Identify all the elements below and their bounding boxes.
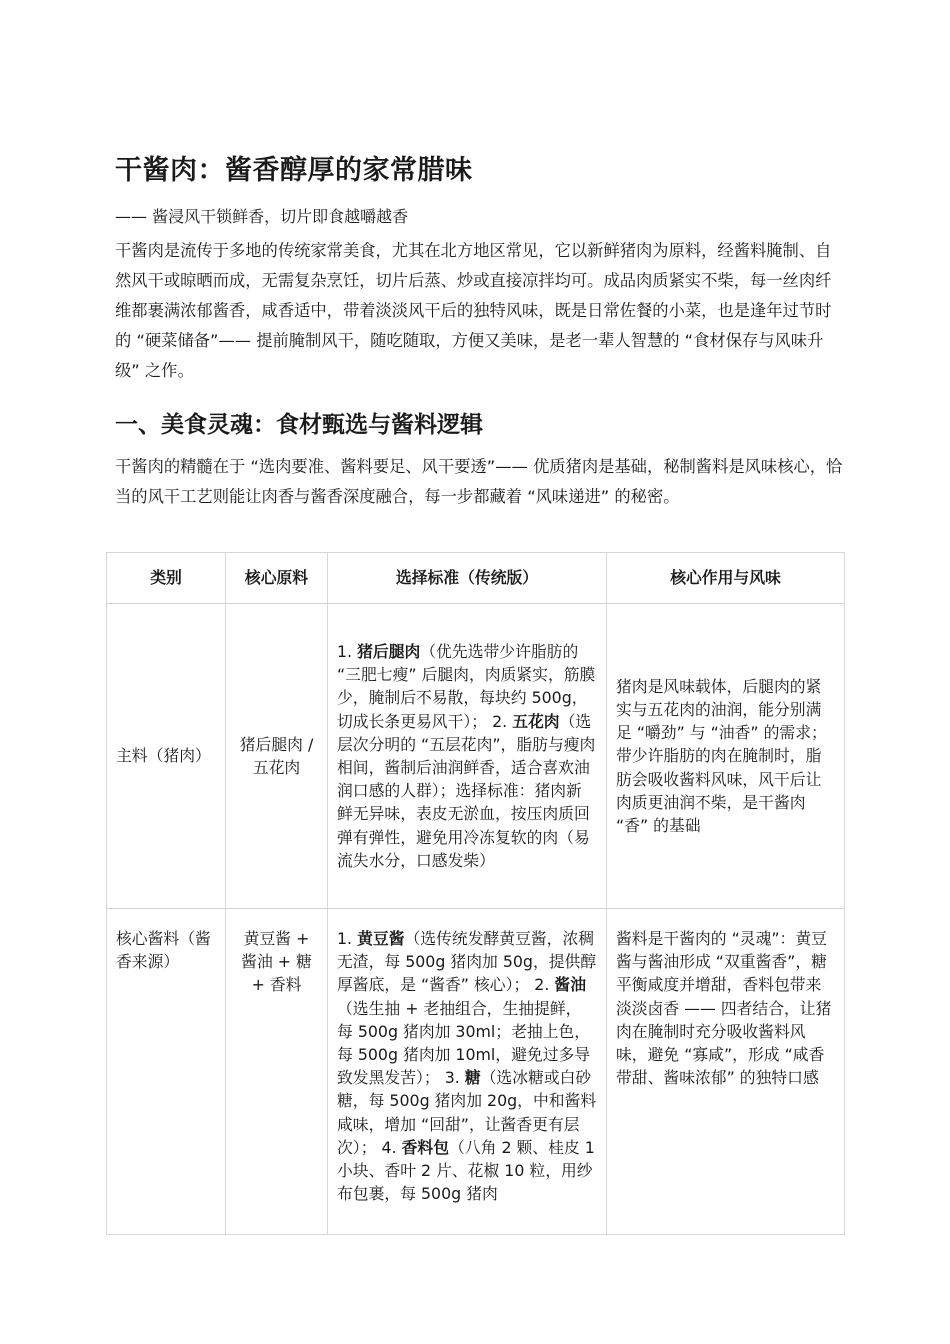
cell-ingredient: 猪后腿肉 / 五花肉 bbox=[226, 604, 328, 909]
intro-paragraph: 干酱肉是流传于多地的传统家常美食，尤其在北方地区常见，它以新鲜猪肉为原料，经酱料腌制、自然风干或晾晒而成，无需复杂烹饪，切片后蒸、炒或直接凉拌均可。成品肉质紧实不柴，每一丝肉纤维都裹满浓郁酱香，咸香适中，带着淡淡风干后的独特风味，既是日常佐餐的小菜，也是逢年过节时的 “硬菜储备”—— 提前腌制风干，随吃随取，方便又美味，是老一辈人智慧的 “食材保存与风味升级” 之作。 bbox=[115, 241, 832, 380]
header-standard: 选择标准（传统版） bbox=[328, 553, 607, 604]
header-ingredient: 核心原料 bbox=[226, 553, 328, 604]
cell-category: 主料（猪肉） bbox=[107, 604, 226, 909]
cell-effect: 酱料是干酱肉的 “灵魂”：黄豆酱与酱油形成 “双重酱香”，糖平衡咸度并增甜，香料包带来淡淡卤香 —— 四者结合，让猪肉在腌制时充分吸收酱料风味，避免 “寡咸”，形成 “咸香带甜、酱味浓郁” 的独特口感 bbox=[607, 909, 845, 1235]
header-effect: 核心作用与风味 bbox=[607, 553, 845, 604]
cell-effect: 猪肉是风味载体，后腿肉的紧实与五花肉的油润，能分别满足 “嚼劲” 与 “油香” 的需求；带少许脂肪的肉在腌制时，脂肪会吸收酱料风味，风干后让肉质更油润不柴，是干酱肉 “香” 的基础 bbox=[607, 604, 845, 909]
cell-category: 核心酱料（酱香来源） bbox=[107, 909, 226, 1235]
cell-standard: 1. 猪后腿肉（优先选带少许脂肪的 “三肥七瘦” 后腿肉，肉质紧实，筋膜少，腌制后不易散，每块约 500g，切成长条更易风干）； 2. 五花肉（选层次分明的 “五层花肉”，脂肪与瘦肉相间，酱制后油润鲜香，适合喜欢油润口感的人群）；选择标准：猪肉新鲜无异味，表皮无淤血，按压肉质回弹有弹性，避免用冷冻复软的肉（易流失水分，口感发柴） bbox=[328, 604, 607, 909]
table-header-row bbox=[107, 553, 845, 604]
cell-standard: 1. 黄豆酱（选传统发酵黄豆酱，浓稠无渣，每 500g 猪肉加 50g，提供醇厚酱底，是 “酱香” 核心）； 2. 酱油（选生抽 + 老抽组合，生抽提鲜，每 500g 猪肉加 30ml；老抽上色，每 500g 猪肉加 10ml，避免过多导致发黑发苦）； 3. 糖（选冰糖或白砂糖，每 500g 猪肉加 20g，中和酱料咸味，增加 “回甜”，让酱香更有层次）； 4. 香料包（八角 2 颗、桂皮 1 小块、香叶 2 片、花椒 10 粒，用纱布包裹，每 500g 猪肉 bbox=[328, 909, 607, 1235]
table-row bbox=[107, 604, 845, 909]
cell-ingredient: 黄豆酱 + 酱油 + 糖 + 香料 bbox=[226, 909, 328, 1235]
section-heading: 一、美食灵魂：食材甄选与酱料逻辑 bbox=[115, 412, 483, 438]
page-title: 干酱肉：酱香醇厚的家常腊味 bbox=[115, 155, 473, 186]
page-subtitle: —— 酱浸风干锁鲜香，切片即食越嚼越香 bbox=[115, 207, 409, 226]
header-category: 类别 bbox=[107, 553, 226, 604]
section-paragraph: 干酱肉的精髓在于 “选肉要准、酱料要足、风干要透”—— 优质猪肉是基础，秘制酱料是风味核心，恰当的风干工艺则能让肉香与酱香深度融合，每一步都藏着 “风味递进” 的秘密。 bbox=[115, 457, 843, 506]
ingredients-table bbox=[106, 552, 845, 1235]
table-row bbox=[107, 909, 845, 1235]
